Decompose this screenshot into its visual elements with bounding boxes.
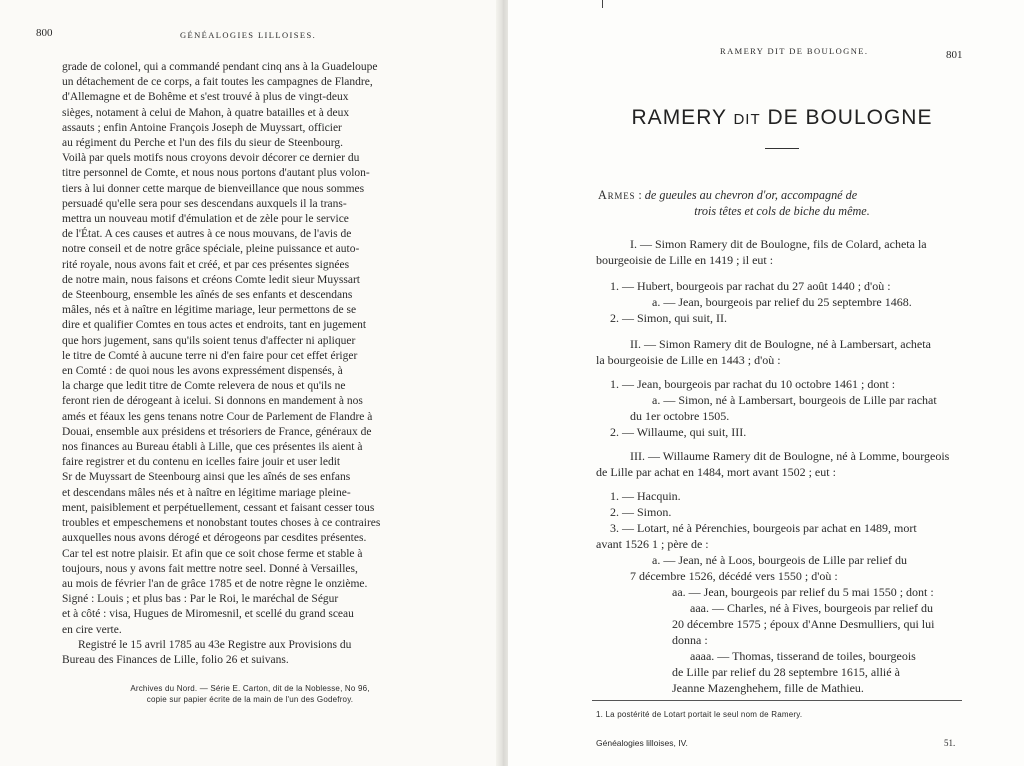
text-line: la charge que ledit titre de Comte relevera de nous et qu'ils ne [62, 380, 346, 393]
entry-head-cont: de Lille par achat en 1484, mort avant 1502 ; eut : [596, 465, 836, 479]
entry-item: Jeanne Mazenghehem, fille de Mathieu. [672, 681, 864, 695]
text-line: que hors jugement, sans qu'ils soient tenus d'affecter ni apliquer [62, 334, 356, 347]
title-dit: DIT [733, 111, 761, 128]
right-page-number: 801 [946, 49, 963, 61]
entry-item: 7 décembre 1526, décédé vers 1550 ; d'où : [630, 569, 838, 583]
text-line: mettra un nouveau motif d'émulation et de zèle pour le service [62, 213, 349, 226]
text-line: d'Allemagne et de Bohême et s'est trouvé à plus de vingt-deux [62, 91, 349, 104]
right-running-head: RAMERY DIT DE BOULOGNE. [720, 46, 869, 56]
text-line: de l'État. A ces causes et autres à ce nous mouvans, de l'avis de [62, 228, 352, 241]
text-line: amés et féaux les gens tenans notre Cour de Parlement de Flandre à [62, 410, 373, 423]
text-line: dire et qualifier Comtes en tous actes et endroits, tant en jugement [62, 319, 367, 332]
entry-head-cont: la bourgeoisie de Lille en 1443 ; d'où : [596, 353, 781, 367]
text-line: Douai, ensemble aux présidens et trésoriers de France, généraux de [62, 425, 372, 438]
text-line: tiers à lui donner cette marque de bienveillance que nous sommes [62, 182, 365, 195]
text-line: et à côté : visa, Hugues de Miromesnil, et scellé du grand sceau [62, 608, 354, 621]
archive-note-line: Archives du Nord. — Série E. Carton, dit de la Noblesse, No 96, [130, 684, 370, 693]
text-line: Registré le 15 avril 1785 au 43e Registre aux Provisions du [78, 638, 352, 651]
footer-signature: Généalogies lilloises, IV. [596, 738, 688, 748]
text-line: mâles, nés et à naître en légitime mariage, leur permettons de se [62, 304, 357, 317]
footer-signature-number: 51. [944, 738, 956, 748]
left-running-head: GÉNÉALOGIES LILLOISES. [180, 30, 317, 40]
armes-label: Armes [598, 188, 636, 202]
entry-item: 2. — Willaume, qui suit, III. [610, 425, 747, 439]
entry-item: a. — Jean, né à Loos, bourgeois de Lille par relief du [652, 553, 908, 567]
text-line: en cire verte. [62, 623, 122, 636]
entry-item: de Lille par relief du 28 septembre 1615, allié à [672, 665, 900, 679]
armes-block [598, 187, 966, 219]
text-line: au mois de février l'an de grâce 1785 et de notre règne le onzième. [62, 577, 368, 590]
text-line: Signé : Louis ; et plus bas : Par le Roi, le maréchal de Ségur [62, 593, 339, 606]
text-line: rité royale, nous avons fait et créé, et par ces présentes signées [62, 258, 350, 271]
page-title [600, 106, 964, 130]
title-rule [765, 148, 799, 149]
text-line: le titre de Comté à aucune terre ni d'en faire pour cet effet ériger [62, 349, 358, 362]
entry-item: 20 décembre 1575 ; époux d'Anne Desmulliers, qui lui [672, 617, 935, 631]
left-body-text [62, 60, 400, 668]
entry-item: a. — Simon, né à Lambersart, bourgeois de Lille par rachat [652, 393, 937, 407]
entry-head: III. — Willaume Ramery dit de Boulogne, né à Lomme, bourgeois [630, 449, 950, 463]
text-line: sièges, notament à celui de Mahon, à quatre batailles et à deux [62, 106, 350, 119]
text-line: persuadé qu'elle sera pour ses descendans auxquels il la trans- [62, 197, 347, 210]
entry-head-cont: bourgeoisie de Lille en 1419 ; il eut : [596, 253, 774, 267]
entry-item: avant 1526 1 ; père de : [596, 537, 709, 551]
entry-head: I. — Simon Ramery dit de Boulogne, fils de Colard, acheta la [630, 237, 927, 251]
armes-text: de gueules au chevron d'or, accompagné de [644, 188, 858, 202]
text-line: et descendans mâles nés et à naître en légitime mariage pleine- [62, 486, 351, 499]
archive-note-line: copie sur papier écrite de la main de l'un des Godefroy. [146, 695, 354, 704]
text-line: auxquelles nous avons dérogé et dérogeons par cesdites présentes. [62, 532, 367, 545]
left-page [0, 0, 500, 766]
text-line: Bureau des Finances de Lille, folio 26 et suivans. [62, 653, 289, 666]
entry-item: aa. — Jean, bourgeois par relief du 5 mai 1550 ; dont : [672, 585, 934, 599]
title-part: RAMERY [631, 106, 734, 129]
title-part: DE BOULOGNE [760, 106, 933, 129]
entry-item: 2. — Simon. [610, 505, 672, 519]
entry-item: 1. — Hacquin. [610, 489, 681, 503]
text-line: Car tel est notre plaisir. Et afin que ce soit chose ferme et stable à [62, 547, 363, 560]
entry-item: du 1er octobre 1505. [630, 409, 730, 423]
armes-sep: : [635, 188, 645, 202]
text-line: faire registrer et du contenu en icelles faire jouir et user ledit [62, 456, 341, 469]
entry-generation-1 [596, 236, 964, 326]
text-line: titre personnel de Comte, et nous nous portons d'autant plus volon- [62, 167, 370, 180]
entry-item: 2. — Simon, qui suit, II. [610, 311, 728, 325]
armes-text: trois têtes et cols de biche du même. [694, 204, 870, 218]
text-line: notre conseil et de notre grâce spéciale, pleine puissance et auto- [62, 243, 360, 256]
text-line: de notre main, nous faisons et créons Comte ledit sieur Muyssart [62, 273, 360, 286]
entry-generation-2 [596, 336, 964, 440]
entry-item: aaaa. — Thomas, tisserand de toiles, bourgeois [690, 649, 916, 663]
text-line: Sr de Muyssart de Steenbourg ainsi que les aînés de ses enfans [62, 471, 351, 484]
text-line: Voilà par quels motifs nous croyons devoir décorer ce dernier du [62, 152, 360, 165]
text-line: en Comté : de quoi nous les avons expressément dispensés, à [62, 365, 343, 378]
text-line: feront rien de dérogeant à icelui. Si donnons en mandement à nos [62, 395, 363, 408]
footnote-rule [592, 700, 962, 701]
text-line: troubles et empeschemens et nonobstant toutes choses à ce contraires [62, 517, 381, 530]
entry-item: 1. — Hubert, bourgeois par rachat du 27 août 1440 ; d'où : [610, 279, 891, 293]
left-page-number: 800 [36, 27, 53, 39]
text-line: toujours, nous y avons fait mettre notre seel. Donné à Versailles, [62, 562, 358, 575]
text-line: un détachement de ce corps, a fait toutes les campagnes de Flandre, [62, 76, 373, 89]
entry-item: aaa. — Charles, né à Fives, bourgeois par relief du [690, 601, 934, 615]
entry-head: II. — Simon Ramery dit de Boulogne, né à Lambersart, acheta [630, 337, 931, 351]
entry-item: 1. — Jean, bourgeois par rachat du 10 octobre 1461 ; dont : [610, 377, 896, 391]
entry-generation-3 [596, 448, 964, 696]
footnote: 1. La postérité de Lotart portait le seul nom de Ramery. [596, 710, 803, 719]
text-line: nos finances au Bureau établi à Lille, que ces présentes ils aient à [62, 441, 363, 454]
scan-mark [602, 0, 603, 8]
text-line: au régiment du Perche et l'un des fils du sieur de Steenbourg. [62, 137, 343, 150]
entry-item: donna : [672, 633, 708, 647]
entry-item: 3. — Lotart, né à Pérenchies, bourgeois par achat en 1489, mort [610, 521, 917, 535]
text-line: ment, paisiblement et perpétuellement, cessant et faisant cesser tous [62, 501, 375, 514]
text-line: de Steenbourg, ensemble les aînés de ses enfants et descendans [62, 289, 353, 302]
entry-item: a. — Jean, bourgeois par relief du 25 septembre 1468. [652, 295, 912, 309]
text-line: grade de colonel, qui a commandé pendant cinq ans à la Guadeloupe [62, 61, 378, 73]
archive-note [100, 683, 400, 705]
text-line: assauts ; enfin Antoine François Joseph de Muyssart, officier [62, 121, 342, 134]
